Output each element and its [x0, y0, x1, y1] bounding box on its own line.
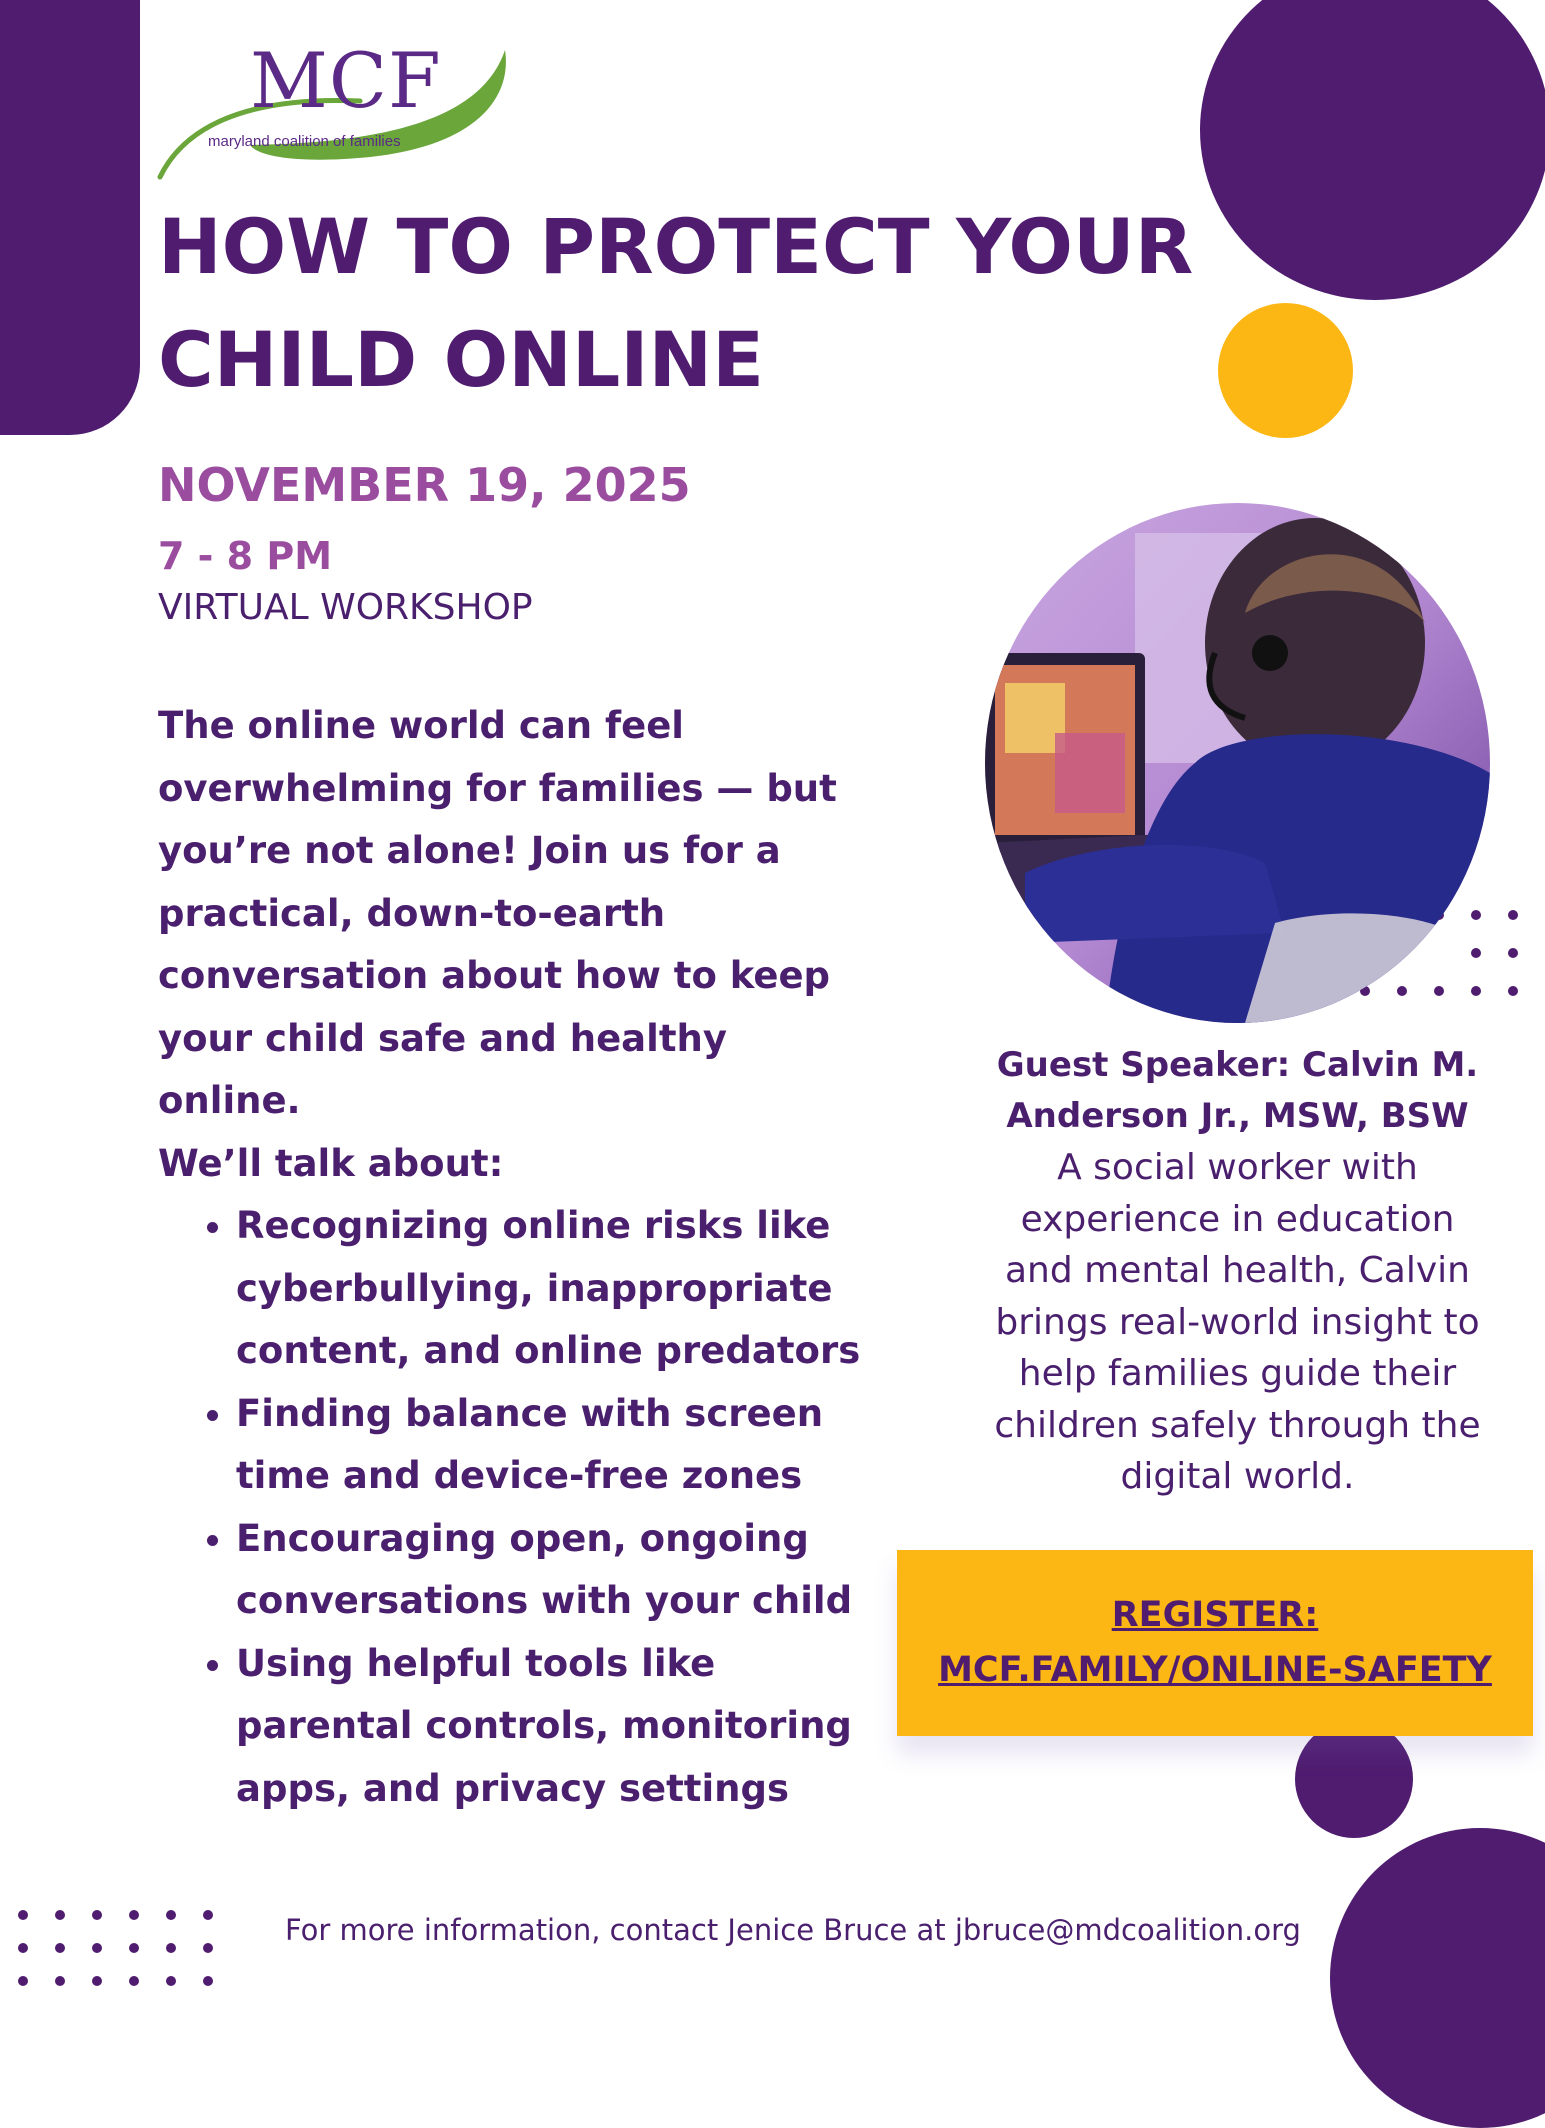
left-purple-bar: [0, 0, 140, 435]
topics-heading: We’ll talk about:: [158, 1141, 504, 1185]
page-title: HOW TO PROTECT YOUR CHILD ONLINE: [158, 202, 1194, 404]
logo-acronym: MCF: [250, 36, 442, 125]
bottom-left-dot-pattern: [18, 1910, 240, 2009]
speaker-name: Guest Speaker: Calvin M. Anderson Jr., MSW, BSW: [996, 1045, 1479, 1136]
list-item: • Finding balance with screen time and device-free zones: [236, 1383, 868, 1508]
register-label[interactable]: REGISTER:: [1111, 1595, 1319, 1635]
speaker-bio: A social worker with experience in education and mental health, Calvin brings real-world insight to help families guide their children safely through the digital world.: [994, 1147, 1481, 1497]
small-purple-circle: [1295, 1720, 1413, 1838]
register-link[interactable]: MCF.FAMILY/ONLINE-SAFETY: [938, 1650, 1492, 1690]
guest-speaker: [985, 1040, 1490, 1503]
workshop-description: [158, 695, 868, 1820]
register-box: [897, 1550, 1533, 1736]
top-right-purple-circle: [1200, 0, 1545, 300]
mcf-logo: [150, 35, 520, 185]
child-at-computer-photo: [985, 503, 1490, 1023]
list-item: • Recognizing online risks like cyberbullying, inappropriate content, and online predators: [236, 1195, 868, 1383]
event-format: VIRTUAL WORKSHOP: [158, 587, 533, 628]
bottom-right-purple-circle: [1330, 1828, 1545, 2128]
intro-paragraph: The online world can feel overwhelming for families — but you’re not alone! Join us for a practical, down-to-earth conversation about how to keep your child safe and healthy online.: [158, 704, 837, 1122]
event-time: 7 - 8 PM: [158, 534, 333, 578]
topics-list: [158, 1195, 868, 1820]
yellow-circle: [1218, 303, 1353, 438]
logo-name: maryland coalition of families: [208, 133, 401, 150]
event-date: NOVEMBER 19, 2025: [158, 458, 691, 512]
list-item: • Encouraging open, ongoing conversations with your child: [236, 1508, 868, 1633]
contact-info: For more information, contact Jenice Bruce at jbruce@mdcoalition.org: [285, 1913, 1301, 1947]
list-item: • Using helpful tools like parental controls, monitoring apps, and privacy settings: [236, 1633, 868, 1821]
